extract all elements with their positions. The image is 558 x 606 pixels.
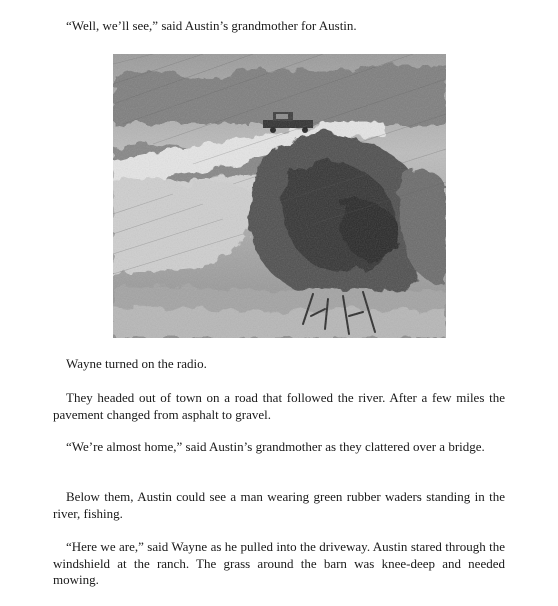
paragraph-4: “We’re almost home,” said Austin’s grandmother as they clattered over a bridge.: [66, 439, 485, 454]
paragraph-2: Wayne turned on the radio.: [66, 356, 207, 371]
paragraph-3: They headed out of town on a road that followed the river. After a few miles the pavement changed from asphalt to gravel.: [53, 390, 505, 422]
paragraph-5: Below them, Austin could see a man wearing green rubber waders standing in the river, fishing.: [53, 489, 505, 521]
paragraph-6: “Here we are,” said Wayne as he pulled into the driveway. Austin stared through the windshield at the ranch. The grass around the barn was knee-deep and needed mowing.: [53, 539, 505, 587]
illustration-truck-on-road: [113, 54, 446, 338]
pencil-sketch-icon: [113, 54, 446, 338]
paragraph-1: “Well, we’ll see,” said Austin’s grandmother for Austin.: [66, 18, 357, 33]
